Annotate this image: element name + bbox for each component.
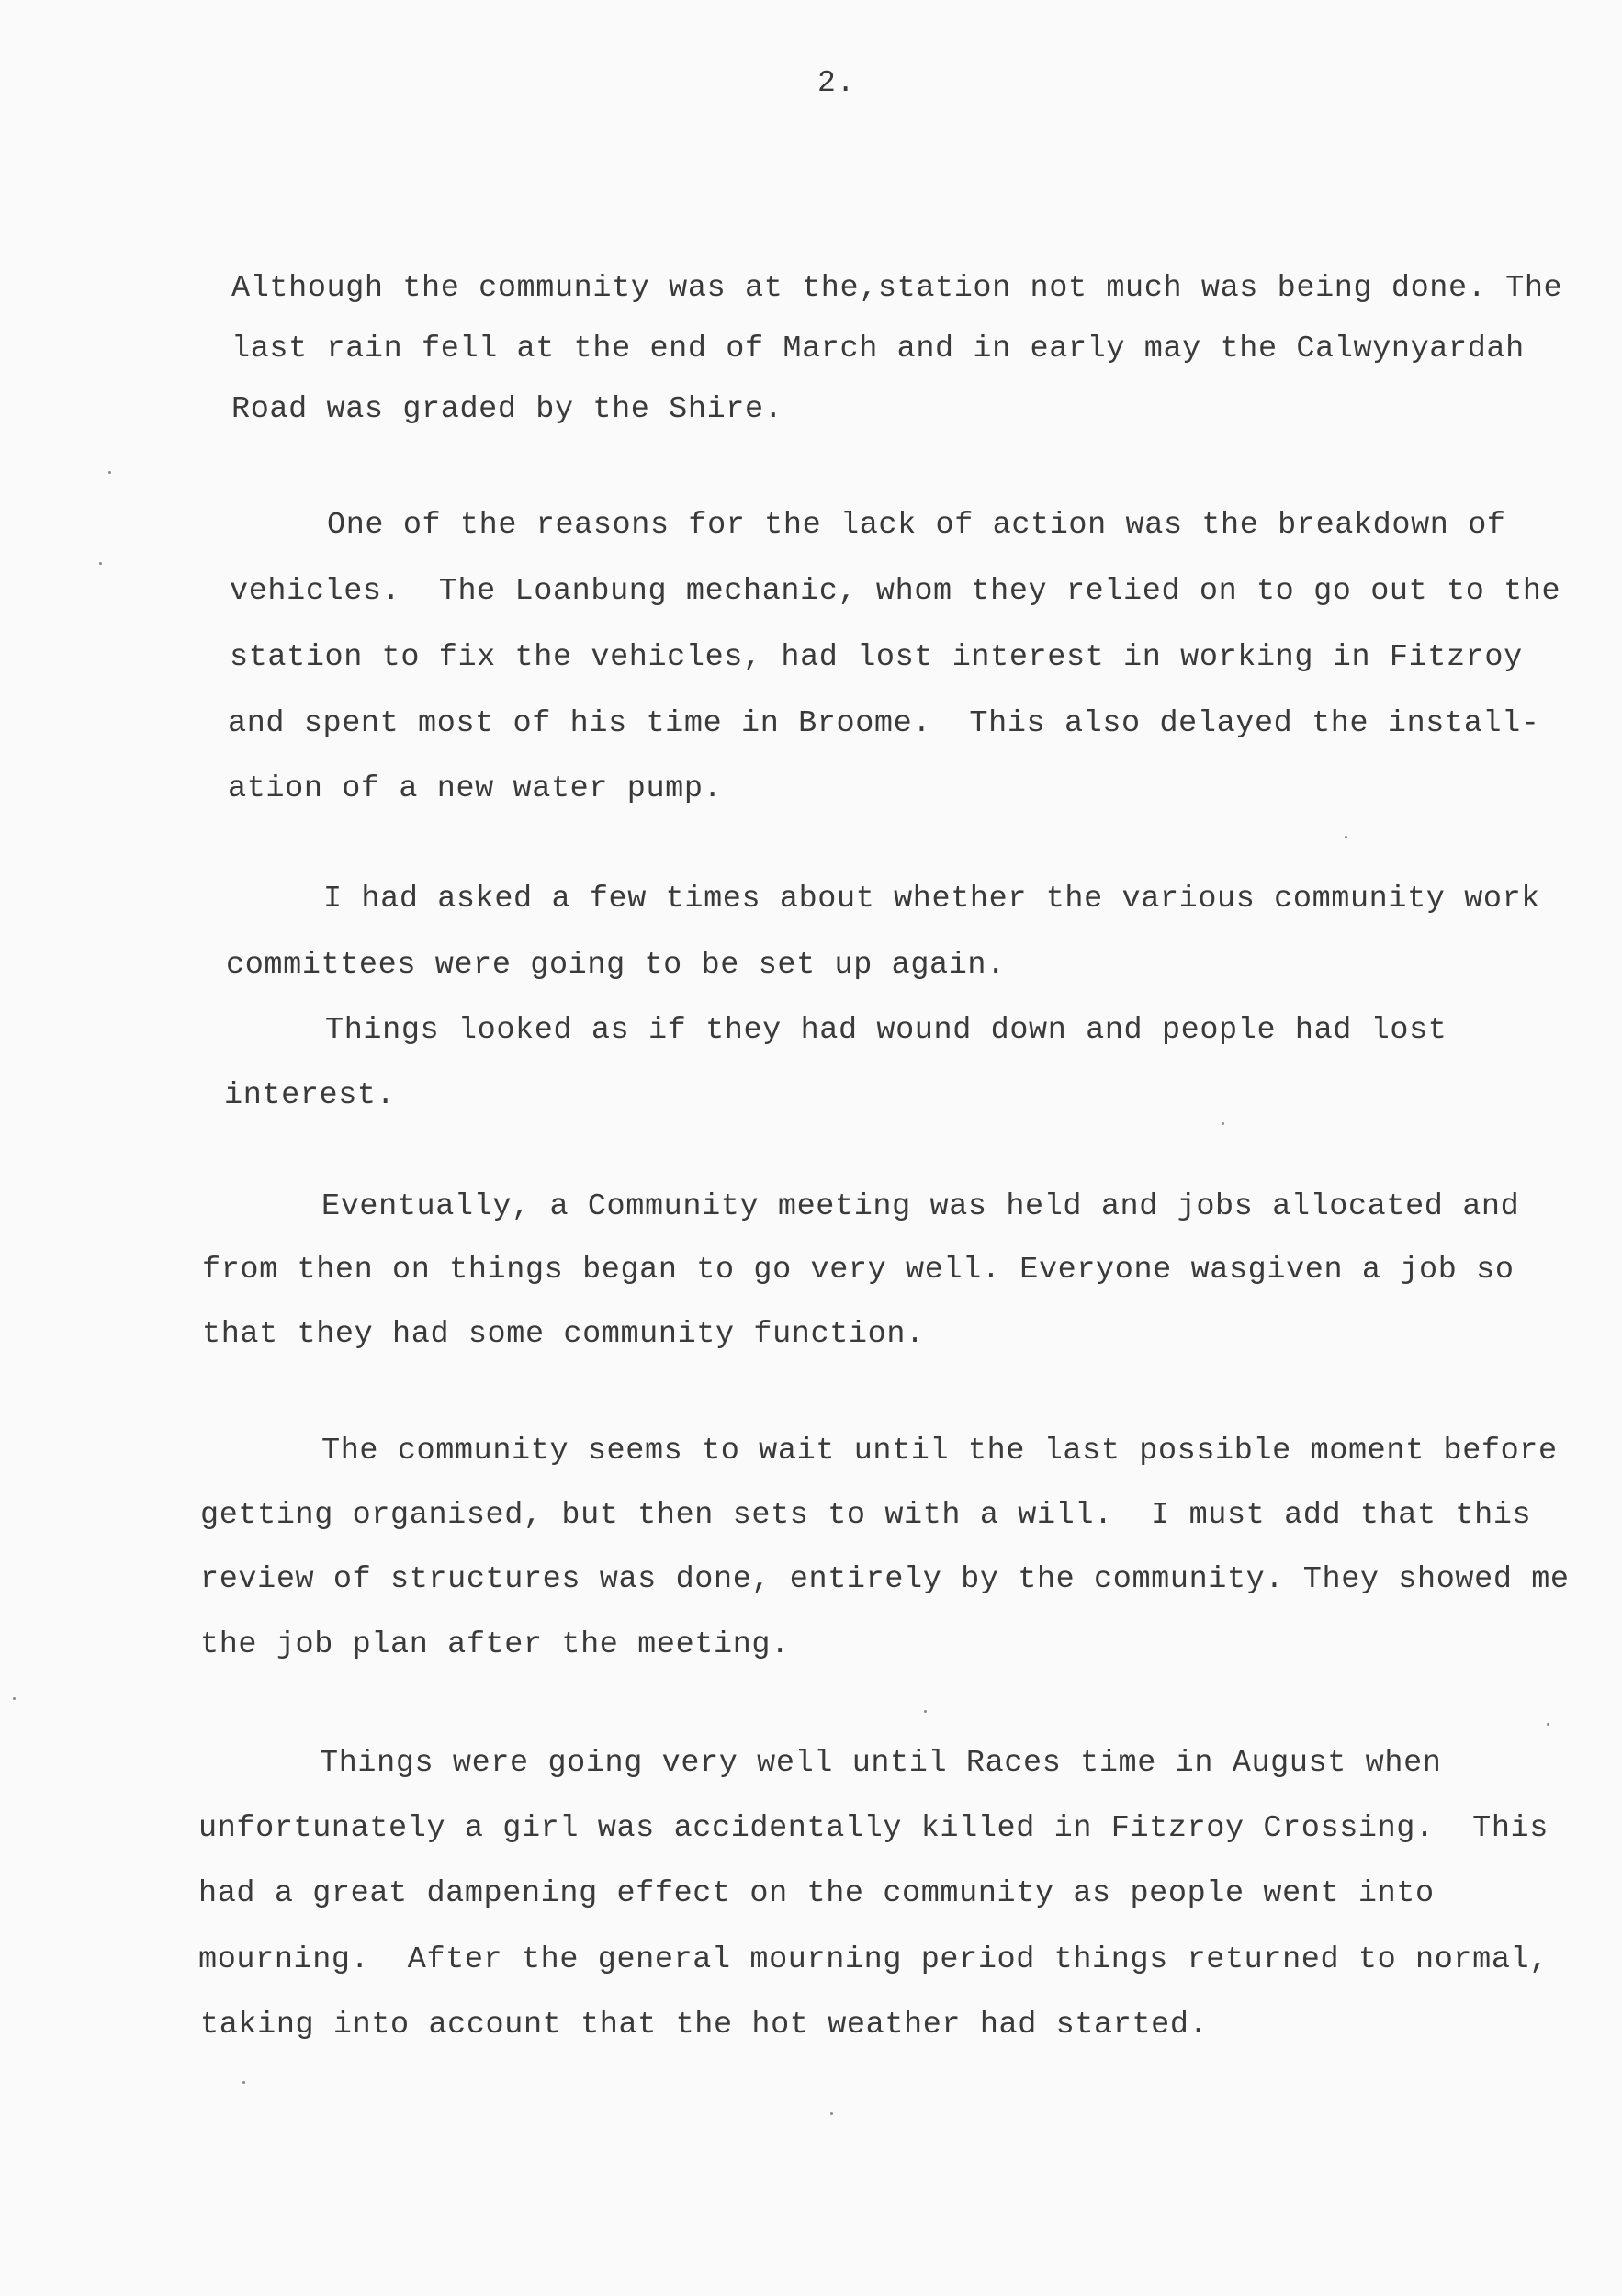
text-line: Road was graded by the Shire.: [231, 392, 783, 427]
text-line: review of structures was done, entirely by the community. They showed me: [200, 1562, 1570, 1597]
text-line: One of the reasons for the lack of action was the breakdown of: [327, 508, 1506, 543]
text-line: Although the community was at the,station not much was being done. The: [231, 271, 1563, 306]
text-line: mourning. After the general mourning period things returned to normal,: [198, 1942, 1549, 1977]
text-line: from then on things began to go very well. Everyone wasgiven a job so: [202, 1253, 1515, 1288]
paper-speck: [830, 2112, 833, 2115]
text-line: had a great dampening effect on the community as people went into: [198, 1876, 1435, 1911]
paper-speck: [1345, 836, 1347, 838]
text-line: station to fix the vehicles, had lost interest in working in Fitzroy: [230, 640, 1523, 675]
page-number: 2.: [817, 66, 856, 100]
paper-speck: [242, 2081, 245, 2084]
text-line: vehicles. The Loanbung mechanic, whom they relied on to go out to the: [230, 574, 1561, 609]
text-line: the job plan after the meeting.: [200, 1627, 790, 1662]
text-line: Things were going very well until Races time in August when: [320, 1746, 1442, 1781]
text-line: and spent most of his time in Broome. This also delayed the install-: [228, 706, 1540, 741]
paper-speck: [99, 562, 102, 565]
paper-speck: [1547, 1723, 1549, 1726]
text-line: unfortunately a girl was accidentally killed in Fitzroy Crossing. This: [198, 1811, 1549, 1846]
text-line: committees were going to be set up again.: [226, 948, 1006, 983]
paper-speck: [1222, 1122, 1224, 1125]
text-line: Things looked as if they had wound down and people had lost: [325, 1013, 1447, 1048]
text-line: getting organised, but then sets to with a will. I must add that this: [200, 1498, 1532, 1533]
text-line: I had asked a few times about whether the various community work: [323, 882, 1541, 917]
text-line: taking into account that the hot weather had started.: [200, 2008, 1209, 2043]
paper-speck: [13, 1697, 16, 1700]
paper-speck: [108, 471, 111, 474]
text-line: ation of a new water pump.: [228, 771, 723, 806]
text-line: The community seems to wait until the last possible moment before: [321, 1434, 1558, 1469]
text-line: last rain fell at the end of March and in early may the Calwynyardah: [231, 332, 1525, 366]
text-line: interest.: [224, 1078, 396, 1113]
text-line: Eventually, a Community meeting was held and jobs allocated and: [321, 1189, 1520, 1224]
paper-speck: [924, 1710, 927, 1713]
text-line: that they had some community function.: [202, 1317, 925, 1352]
